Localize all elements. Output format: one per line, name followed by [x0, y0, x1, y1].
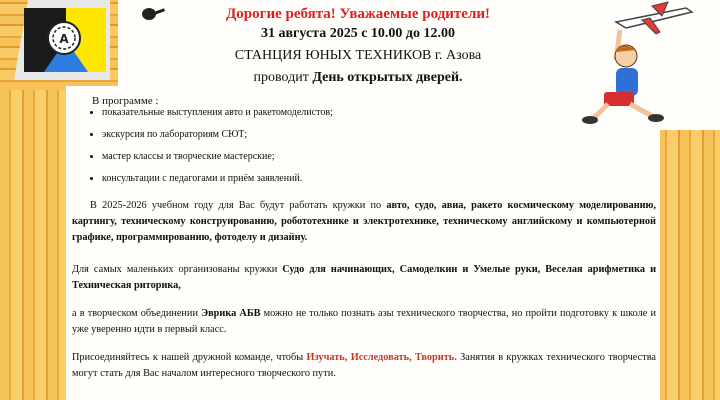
- program-label: В программе :: [92, 95, 159, 107]
- program-item: • мастер классы и творческие мастерские;: [102, 151, 333, 163]
- open-day-line: [118, 70, 598, 86]
- paragraph-clubs: [72, 198, 656, 246]
- paragraph-join-slogan: Изучать, Исследовать, Творить.: [306, 352, 457, 363]
- station-name: СТАНЦИЯ ЮНЫХ ТЕХНИКОВ г. Азова: [234, 48, 482, 63]
- open-day-title: День открытых дверей.: [312, 70, 463, 85]
- program-list: [84, 107, 333, 195]
- paragraph-clubs-intro: В 2025-2026 учебном году для Вас будут работать кружки по: [90, 200, 387, 211]
- greeting-title: Дорогие ребята! Уважаемые родители!: [225, 6, 491, 22]
- paragraph-clubs-list: авто, судо, авиа, ракето космическому моделированию, картингу, техническому конструированию, робототехнике и электротехнике, техническому английскому и компьютерной графике, программированию, фотоделу и дизайну.: [72, 200, 656, 243]
- paragraph-join-rest: Занятия в кружках технического творчества могут стать для Вас началом интересного творческого пути.: [72, 352, 656, 379]
- program-item: • показательные выступления авто и ракетомоделистов;: [102, 107, 333, 119]
- paragraph-evrika-intro: а в творческом объединении: [72, 308, 202, 319]
- program-item: • экскурсия по лабораториям СЮТ;: [102, 129, 333, 141]
- program-item: • консультации с педагогами и приём заявлений.: [102, 173, 333, 185]
- event-date: 31 августа 2025 с 10.00 до 12.00: [260, 26, 456, 41]
- open-day-prefix: проводит: [253, 70, 313, 85]
- paragraph-evrika: [72, 306, 656, 338]
- paragraph-evrika-rest: можно не только познать азы технического творчества, но пройти подготовку к школе и уже уверенно идти в первый класс.: [72, 308, 656, 335]
- wood-board-right: [656, 120, 720, 400]
- paragraph-join: [72, 350, 656, 382]
- syut-logo: [14, 0, 110, 80]
- paragraph-evrika-name: Эврика АБВ: [201, 308, 261, 319]
- svg-text:A: A: [59, 32, 69, 46]
- paragraph-little-ones: [72, 262, 656, 294]
- paragraph-little-list: Судо для начинающих, Самоделкин и Умелые руки, Веселая арифметика и Техническая риторика,: [72, 264, 656, 291]
- paragraph-join-intro: Присоединяйтесь к нашей дружной команде, чтобы: [72, 352, 307, 363]
- paragraph-little-intro: Для самых маленьких организованы кружки: [72, 264, 283, 275]
